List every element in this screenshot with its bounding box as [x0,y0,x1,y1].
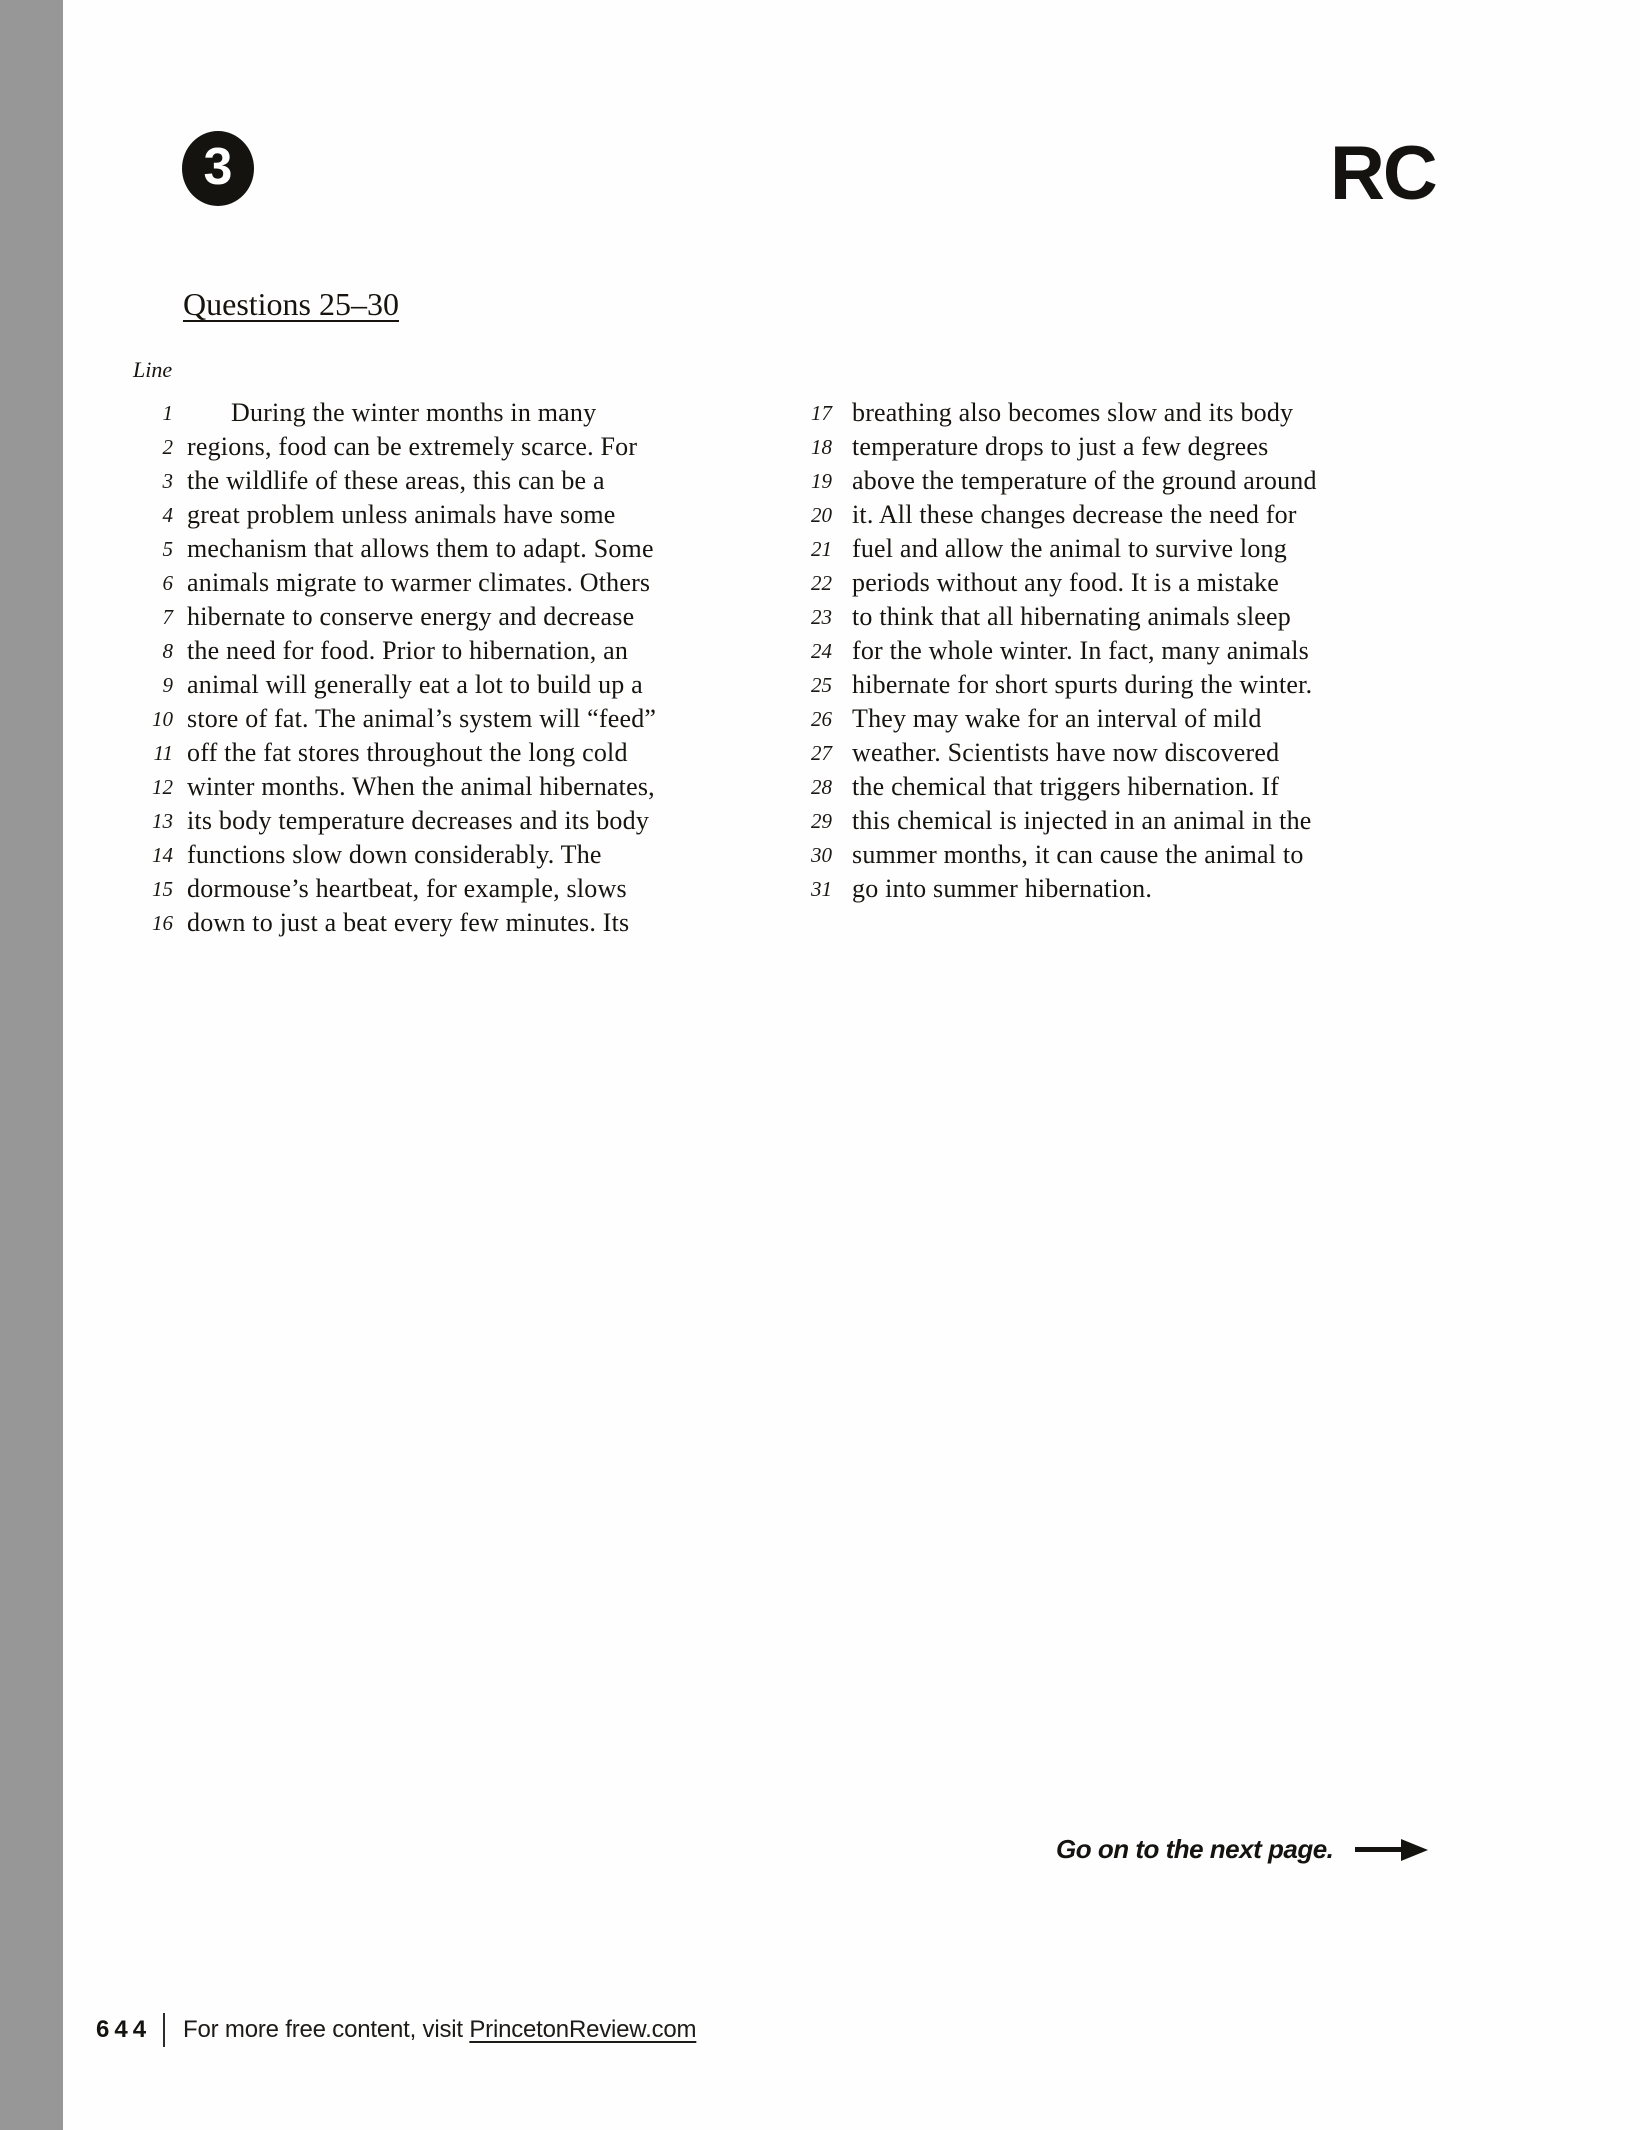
line-text: dormouse’s heartbeat, for example, slows [187,874,627,903]
line-text: hibernate to conserve energy and decrease [187,602,635,631]
passage-line [88,498,656,532]
line-number: 24 [811,639,832,663]
line-number: 28 [811,775,832,799]
passage-line [88,770,656,804]
line-text: animal will generally eat a lot to build up a [187,670,643,699]
line-text: for the whole winter. In fact, many animals [852,636,1309,665]
passage-line [768,396,1317,430]
line-number: 16 [152,911,173,935]
passage-line [88,532,656,566]
line-number: 3 [162,469,173,493]
line-text: this chemical is injected in an animal in the [852,806,1312,835]
footer-promo-text: For more free content, visit [183,2016,470,2043]
line-number: 1 [162,401,173,425]
line-number: 4 [162,503,173,527]
line-number: 5 [162,537,173,561]
passage-line [768,464,1317,498]
line-text: fuel and allow the animal to survive long [852,534,1287,563]
line-number: 9 [162,673,173,697]
line-text: animals migrate to warmer climates. Others [187,568,651,597]
passage-line [88,464,656,498]
go-on-label: Go on to the next page. [1056,1834,1334,1864]
line-text: the need for food. Prior to hibernation, an [187,636,629,665]
passage-line [768,702,1317,736]
line-text: to think that all hibernating animals sleep [852,602,1291,631]
line-text: temperature drops to just a few degrees [852,432,1269,461]
passage-line [768,668,1317,702]
line-number: 26 [811,707,832,731]
line-column-label: Line [133,357,173,382]
line-number: 2 [162,435,173,459]
line-number: 17 [811,401,832,425]
line-number: 15 [152,877,173,901]
line-number: 23 [811,605,832,629]
line-text: it. All these changes decrease the need for [852,500,1297,529]
line-number: 27 [811,741,832,765]
page-edge-bar [0,0,63,2130]
passage-line [88,430,656,464]
line-text: mechanism that allows them to adapt. Some [187,534,654,563]
line-text: functions slow down considerably. The [187,840,602,869]
line-text: the chemical that triggers hibernation. If [852,772,1280,801]
line-number: 10 [152,707,173,731]
line-text: down to just a beat every few minutes. Its [187,908,630,937]
passage-line [768,498,1317,532]
passage-line [88,600,656,634]
page-number: 644 [96,2016,152,2043]
line-number: 14 [152,843,173,867]
passage-line [88,906,656,940]
line-text: hibernate for short spurts during the winter. [852,670,1313,699]
passage-line [768,838,1317,872]
line-text: They may wake for an interval of mild [852,704,1262,733]
line-number: 11 [153,741,173,765]
line-number: 20 [811,503,832,527]
line-number: 6 [162,571,173,595]
line-text: periods without any food. It is a mistake [852,568,1280,597]
passage-line [768,872,1317,906]
section-code: RC [1330,131,1436,216]
passage-line [88,838,656,872]
passage-column-left [88,396,656,940]
princeton-review-link[interactable]: PrincetonReview.com [469,2016,697,2043]
line-text: above the temperature of the ground around [852,466,1317,495]
line-number: 31 [811,877,832,901]
go-on-instruction [1056,1834,1428,1865]
line-text: go into summer hibernation. [852,874,1153,903]
passage-line [88,702,656,736]
passage-line [768,736,1317,770]
passage-column-right [768,396,1317,906]
line-number: 8 [162,639,173,663]
line-text: off the fat stores throughout the long cold [187,738,628,767]
line-text: During the winter months in many [231,398,597,427]
arrow-head [1401,1839,1428,1861]
line-number: 29 [811,809,832,833]
arrow-shaft [1355,1847,1401,1852]
line-text: great problem unless animals have some [187,500,616,529]
passage-line [88,566,656,600]
passage-line [88,634,656,668]
section-number: 3 [203,138,233,196]
line-number: 22 [811,571,832,595]
passage-line [768,566,1317,600]
line-number: 25 [811,673,832,697]
passage-line [88,668,656,702]
line-number: 21 [811,537,832,561]
line-text: breathing also becomes slow and its body [852,398,1294,427]
line-number: 18 [811,435,832,459]
passage-line [768,804,1317,838]
passage-line [768,600,1317,634]
passage-line [768,634,1317,668]
passage-line [88,736,656,770]
passage-line [768,532,1317,566]
line-number: 7 [162,605,173,629]
passage-line [768,430,1317,464]
next-page-arrow-icon [1355,1839,1428,1861]
line-text: store of fat. The animal’s system will “feed” [187,704,657,733]
line-text: the wildlife of these areas, this can be a [187,466,605,495]
line-text: its body temperature decreases and its body [187,806,650,835]
line-text: regions, food can be extremely scarce. For [187,432,638,461]
passage-line [88,804,656,838]
line-text: summer months, it can cause the animal to [852,840,1304,869]
page-footer [96,2013,696,2047]
passage-line [88,872,656,906]
line-text: weather. Scientists have now discovered [852,738,1280,767]
questions-range-heading: Questions 25–30 [183,286,399,322]
passage-line [768,770,1317,804]
section-number-badge [182,131,254,206]
line-number: 12 [152,775,173,799]
line-number: 13 [152,809,173,833]
passage-line [88,396,656,430]
line-text: winter months. When the animal hibernates, [187,772,655,801]
footer-text [183,2016,696,2044]
footer-divider [163,2013,165,2047]
line-number: 19 [811,469,832,493]
line-number: 30 [811,843,832,867]
